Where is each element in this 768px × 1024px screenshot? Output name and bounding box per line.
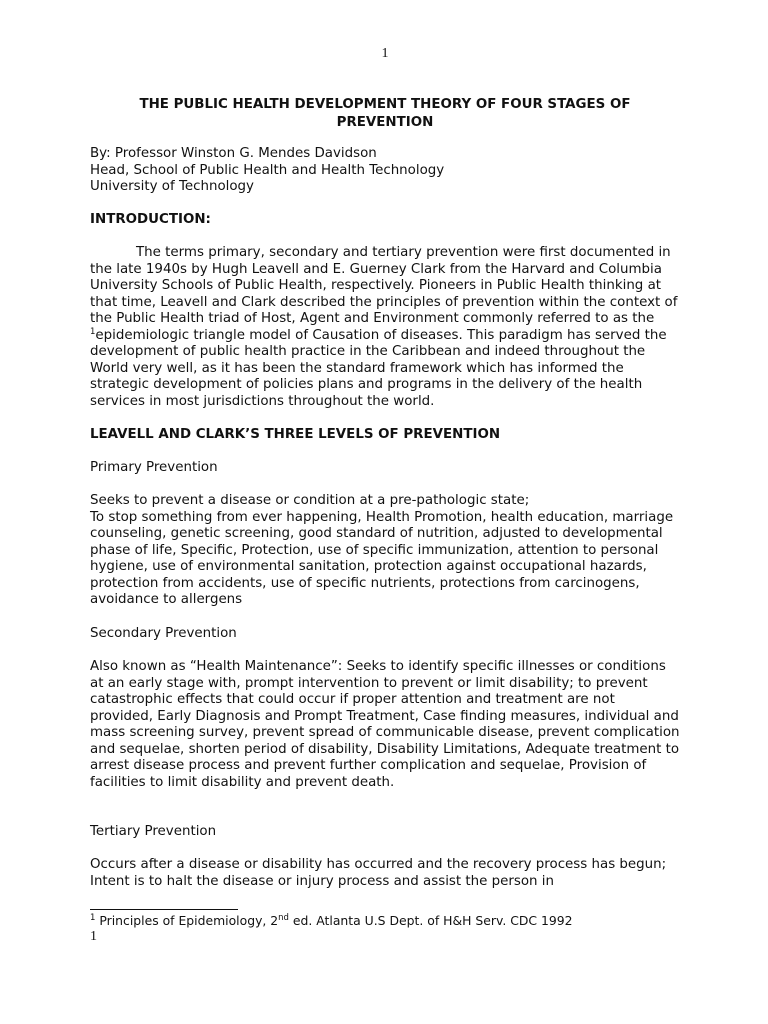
title-line-1: THE PUBLIC HEALTH DEVELOPMENT THEORY OF FOUR STAGES OF — [139, 97, 631, 112]
author-name: By: Professor Winston G. Mendes Davidson — [90, 146, 377, 161]
tertiary-prevention-heading: Tertiary Prevention — [90, 824, 217, 839]
footnote-ordinal-suffix: nd — [278, 913, 289, 923]
primary-prevention-text — [90, 493, 680, 609]
footnote-text-part-2: ed. Atlanta U.S Dept. of H&H Serv. CDC 1992 — [288, 913, 573, 928]
document-title — [90, 96, 680, 132]
primary-prevention-heading: Primary Prevention — [90, 460, 218, 475]
footnote — [90, 913, 573, 930]
primary-line-2: To stop something from ever happening, Health Promotion, health education, marriage counseling, genetic screening, good standard of nutrition, adjusted to developmental phase of life, Specific, Protection, use of specific immunization, attention to personal hygiene, use of environmental sanitation, protection against occupational hazards, protection from accidents, use of specific nutrients, protections from carcinogens, avoidance to allergens — [90, 509, 674, 607]
levels-heading: LEAVELL AND CLARK’S THREE LEVELS OF PREVENTION — [90, 427, 501, 442]
introduction-paragraph — [90, 245, 680, 410]
author-block — [90, 146, 680, 196]
author-institution: University of Technology — [90, 179, 254, 194]
secondary-prevention-heading: Secondary Prevention — [90, 626, 237, 641]
primary-line-1: Seeks to prevent a disease or condition at a pre-pathologic state; — [90, 493, 530, 508]
footnote-separator — [90, 909, 238, 910]
intro-text-part-2: epidemiologic triangle model of Causation of diseases. This paradigm has served the development of public health practice in the Caribbean and indeed throughout the World very well, as it has been the standard framework which has informed the strategic development of policies plans and programs in the delivery of the health services in most jurisdictions throughout the world. — [90, 327, 667, 409]
secondary-prevention-text: Also known as “Health Maintenance”: Seeks to identify specific illnesses or conditions at an early stage with, prompt intervention to prevent or limit disability; to prevent catastrophic effects that could occur if proper attention and treatment are not provided, Early Diagnosis and Prompt Treatment, Case finding measures, individual and mass screening survey, prevent spread of communicable disease, prevent complication and sequelae, shorten period of disability, Disability Limitations, Adequate treatment to arrest disease process and prevent further complication and sequelae, Provision of facilities to limit disability and prevent death. — [90, 659, 680, 790]
footnote-text-part-1: Principles of Epidemiology, 2 — [95, 913, 279, 928]
author-position: Head, School of Public Health and Health Technology — [90, 162, 445, 178]
page-number-bottom: 1 — [90, 929, 97, 944]
footnote-mark: 1 — [90, 913, 96, 923]
page-number-top: 1 — [381, 46, 389, 61]
title-line-2: PREVENTION — [336, 115, 434, 130]
introduction-heading: INTRODUCTION: — [90, 212, 211, 227]
tertiary-prevention-text: Occurs after a disease or disability has occurred and the recovery process has begun; Intent is to halt the disease or injury process and assist the person in — [90, 857, 667, 889]
footnote-reference[interactable]: 1 — [90, 326, 96, 337]
intro-text-part-1: The terms primary, secondary and tertiary prevention were first documented in the late 1940s by Hugh Leavell and E. Guerney Clark from the Harvard and Columbia University Schools of Public Health, respectively. Pioneers in Public Health thinking at that time, Leavell and Clark described the principles of prevention within the context of the Public Health triad of Host, Agent and Environment commonly referred to as the — [90, 245, 678, 326]
